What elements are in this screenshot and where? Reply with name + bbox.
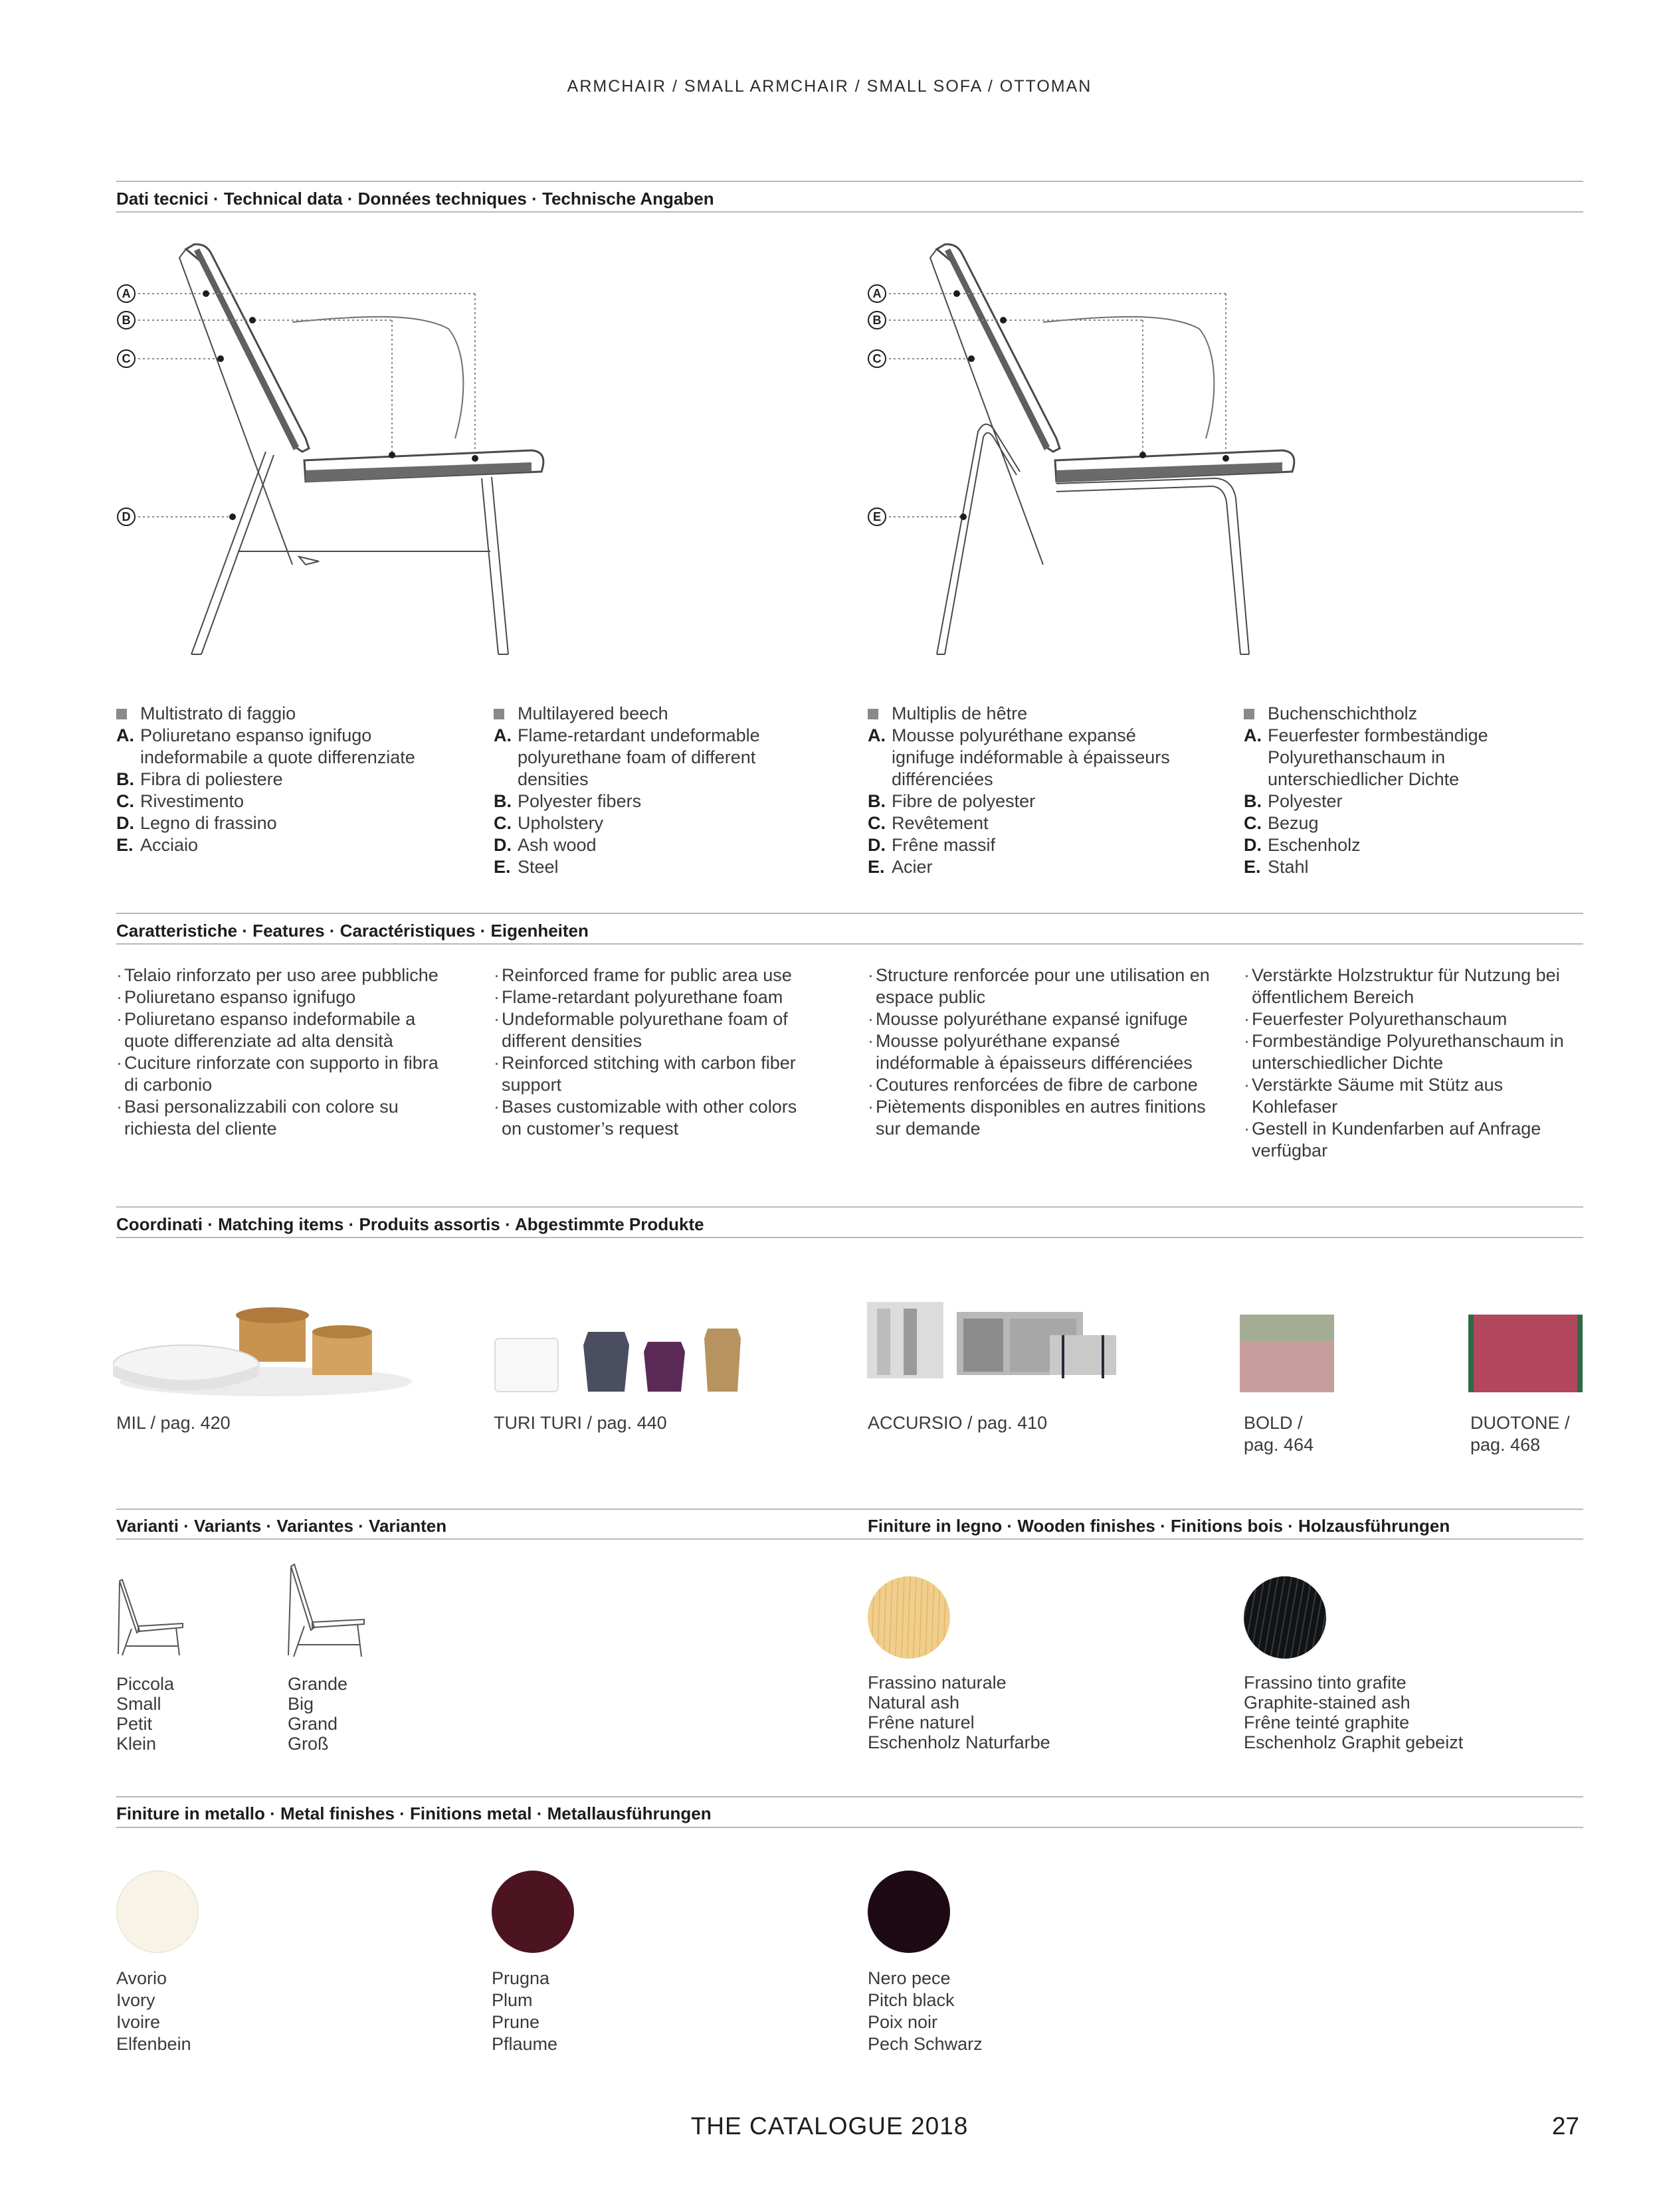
graphite-ash-swatch[interactable]: [1244, 1576, 1326, 1659]
label-b: B: [122, 314, 131, 327]
label-e: E: [872, 510, 882, 523]
features-fr: · Structure renforcée pour une utilisation en espace public · Mousse polyuréthane expansé ignifuge · Mousse polyuréthane expansé indéformable à épaisseurs différenciées · Coutures renforcées de fibre de carbone · Piètements disponibles en autres finitions sur demande: [868, 965, 1210, 1139]
variant-big: Grande Big Grand Groß: [288, 1674, 348, 1754]
divider: [116, 913, 1583, 914]
page-number: 27: [1551, 2112, 1579, 2140]
metal-finish-plum: Prugna Plum Prune Pflaume: [492, 1968, 558, 2054]
mil-caption[interactable]: MIL / pag. 420: [116, 1413, 231, 1433]
accursio-caption[interactable]: ACCURSIO / pag. 410: [868, 1413, 1048, 1433]
features-de: · Verstärkte Holzstruktur für Nutzung bei öffentlichem Bereich · Feuerfester Polyurethanschaum · Formbeständige Polyurethanschaum in unterschiedlicher Dichte · Verstärkte Säume mit Stütz aus Kohlefaser · Gestell in Kundenfarben auf Anfrage verfügbar: [1244, 965, 1564, 1160]
label-a: A: [122, 287, 131, 300]
small-chair-icon: [113, 1574, 193, 1661]
duotone-product-image: [1466, 1312, 1585, 1395]
label-d: D: [122, 510, 131, 523]
materials-en: Multilayered beech A. Flame-retardant undeformable polyurethane foam of different densities B. Polyester fibers C. Upholstery D. Ash wood E. Steel: [494, 703, 760, 877]
section-title-features: Caratteristiche · Features · Caractéristiques · Eigenheiten: [116, 921, 589, 941]
divider: [116, 181, 1583, 182]
label-a: A: [872, 287, 882, 300]
bold-product-image: [1237, 1312, 1337, 1395]
materials-de: Buchenschichtholz A. Feuerfester formbeständige Polyurethanschaum in unterschiedlicher Dichte B. Polyester C. Bezug D. Eschenholz E. Stahl: [1244, 703, 1488, 877]
metal-finish-ivory: Avorio Ivory Ivoire Elfenbein: [116, 1968, 191, 2054]
label-c: C: [872, 352, 882, 365]
materials-it: Multistrato di faggio A. Poliuretano espanso ignifugo indeformabile a quote differenziate B. Fibra di poliestere C. Rivestimento D. Legno di frassino E. Acciaio: [116, 703, 415, 855]
duotone-caption[interactable]: DUOTONE / pag. 468: [1470, 1413, 1570, 1455]
page-header: ARMCHAIR / SMALL ARMCHAIR / SMALL SOFA / OTTOMAN: [567, 77, 1092, 96]
ivory-swatch[interactable]: [116, 1871, 199, 1953]
turi-turi-product-image: [488, 1319, 754, 1398]
turi-turi-caption[interactable]: TURI TURI / pag. 440: [494, 1413, 667, 1433]
chair-diagram-wooden-base: [106, 239, 545, 664]
divider: [116, 1796, 1583, 1797]
divider: [116, 1827, 1583, 1828]
big-chair-icon: [284, 1561, 371, 1661]
label-c: C: [122, 352, 131, 365]
mil-product-image: [113, 1302, 425, 1402]
plum-swatch[interactable]: [492, 1871, 574, 1953]
metal-finish-pitch-black: Nero pece Pitch black Poix noir Pech Schwarz: [868, 1968, 983, 2054]
section-title-variants: Varianti · Variants · Variantes · Varianten: [116, 1516, 447, 1536]
divider: [116, 1538, 1583, 1540]
features-en: · Reinforced frame for public area use · Flame-retardant polyurethane foam · Undeformable polyurethane foam of different densities · Reinforced stitching with carbon fiber support · Bases customizable with other colors on customer’s request: [494, 965, 797, 1139]
section-title-matching: Coordinati · Matching items · Produits assortis · Abgestimmte Produkte: [116, 1214, 704, 1234]
divider: [116, 211, 1583, 213]
chair-diagram-steel-base: [857, 239, 1296, 664]
wood-finish-natural: Frassino naturale Natural ash Frêne naturel Eschenholz Naturfarbe: [868, 1673, 1050, 1752]
variant-small: Piccola Small Petit Klein: [116, 1674, 175, 1754]
section-title-metal-finishes: Finiture in metallo · Metal finishes · Finitions metal · Metallausführungen: [116, 1803, 712, 1823]
wood-finish-graphite: Frassino tinto grafite Graphite-stained ash Frêne teinté graphite Eschenholz Graphit gebeizt: [1244, 1673, 1464, 1752]
accursio-product-image: [864, 1299, 1129, 1385]
natural-ash-swatch[interactable]: [868, 1576, 950, 1659]
pitch-black-swatch[interactable]: [868, 1871, 950, 1953]
divider: [116, 1509, 1583, 1510]
bold-caption[interactable]: BOLD / pag. 464: [1244, 1413, 1314, 1455]
divider: [116, 1206, 1583, 1208]
section-title-technical: Dati tecnici · Technical data · Données techniques · Technische Angaben: [116, 189, 714, 209]
divider: [116, 943, 1583, 945]
catalogue-title: THE CATALOGUE 2018: [690, 2112, 969, 2140]
section-title-wood-finishes: Finiture in legno · Wooden finishes · Finitions bois · Holzausführungen: [868, 1516, 1450, 1536]
materials-fr: Multiplis de hêtre A. Mousse polyuréthane expansé ignifuge indéformable à épaisseurs différenciées B. Fibre de polyester C. Revêtement D. Frêne massif E. Acier: [868, 703, 1170, 877]
features-it: · Telaio rinforzato per uso aree pubbliche · Poliuretano espanso ignifugo · Poliuretano espanso indeformabile a quote differenziate ad alta densità · Cuciture rinforzate con supporto in fibra di carbonio · Basi personalizzabili con colore su richiesta del cliente: [116, 965, 439, 1139]
label-b: B: [872, 314, 882, 327]
divider: [116, 1237, 1583, 1238]
